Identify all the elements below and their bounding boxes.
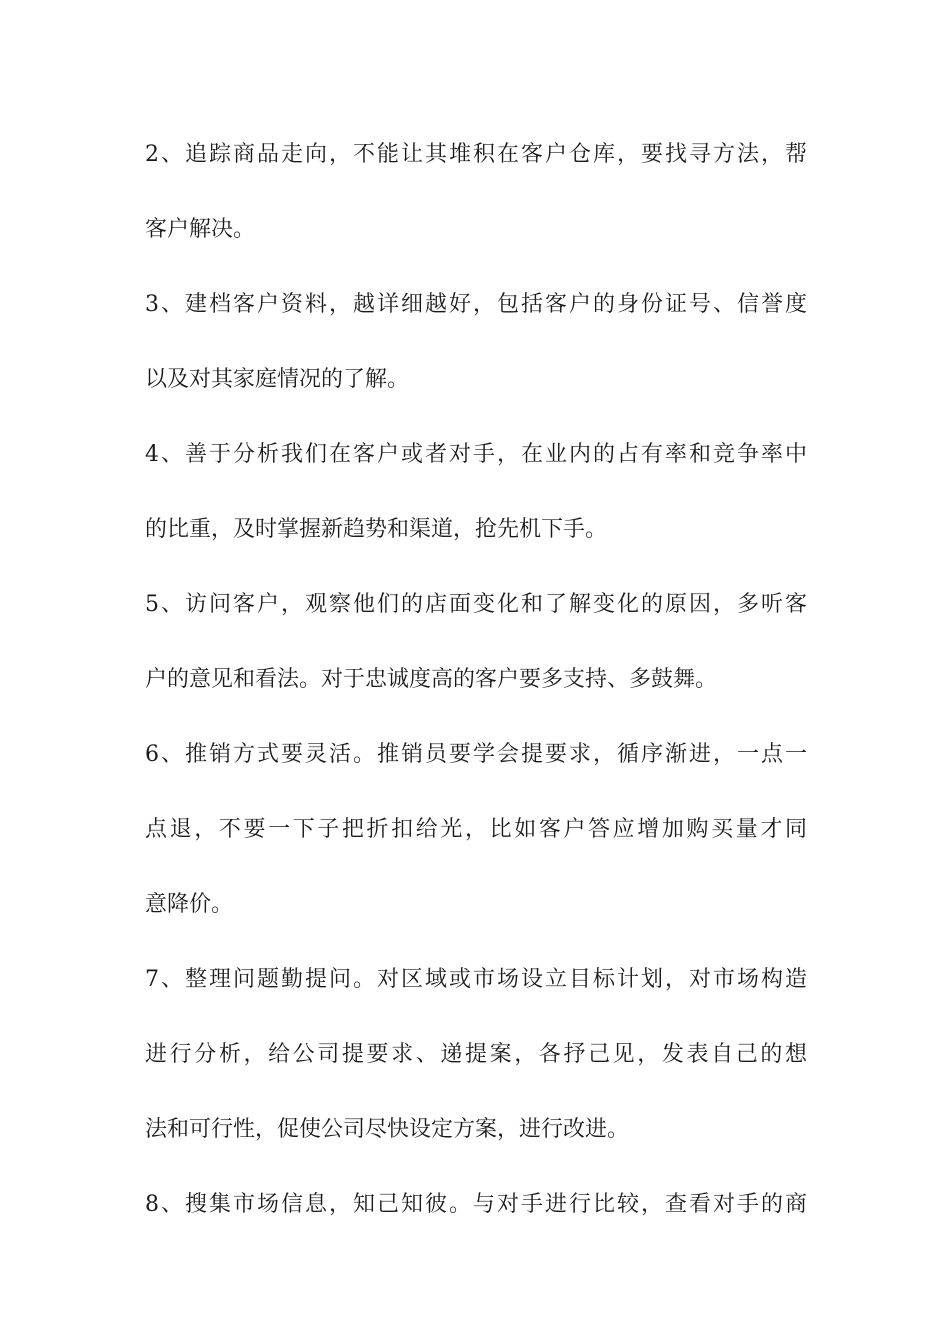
item-6-line-2: 点退，不要一下子把折扣给光，比如客户答应增加购买量才同 [145,817,807,842]
item-5-line-1: 5、访问客户，观察他们的店面变化和了解变化的原因，多听客 [145,592,807,617]
item-3-line-1: 3、建档客户资料，越详细越好，包括客户的身份证号、信誉度 [145,292,807,317]
item-7-line-2: 进行分析，给公司提要求、递提案，各抒己见，发表自己的想 [145,1042,807,1067]
item-7-line-1: 7、整理问题勤提问。对区域或市场设立目标计划，对市场构造 [145,967,807,992]
item-2-line-1: 2、追踪商品走向，不能让其堆积在客户仓库，要找寻方法，帮 [145,142,807,167]
item-4-line-2: 的比重，及时掌握新趋势和渠道，抢先机下手。 [145,517,608,542]
item-5-line-2: 户的意见和看法。对于忠诚度高的客户要多支持、多鼓舞。 [145,667,718,692]
item-4-line-1: 4、善于分析我们在客户或者对手，在业内的占有率和竞争率中 [145,442,807,467]
item-8-line-1: 8、搜集市场信息，知己知彼。与对手进行比较，查看对手的商 [145,1192,807,1217]
item-6-line-1: 6、推销方式要灵活。推销员要学会提要求，循序渐进，一点一 [145,742,807,767]
item-6-line-3: 意降价。 [145,892,234,917]
item-7-line-3: 法和可行性，促使公司尽快设定方案，进行改进。 [145,1117,630,1142]
item-2-line-2: 客户解决。 [145,217,256,242]
document-body [145,130,807,1255]
item-3-line-2: 以及对其家庭情况的了解。 [145,367,410,392]
